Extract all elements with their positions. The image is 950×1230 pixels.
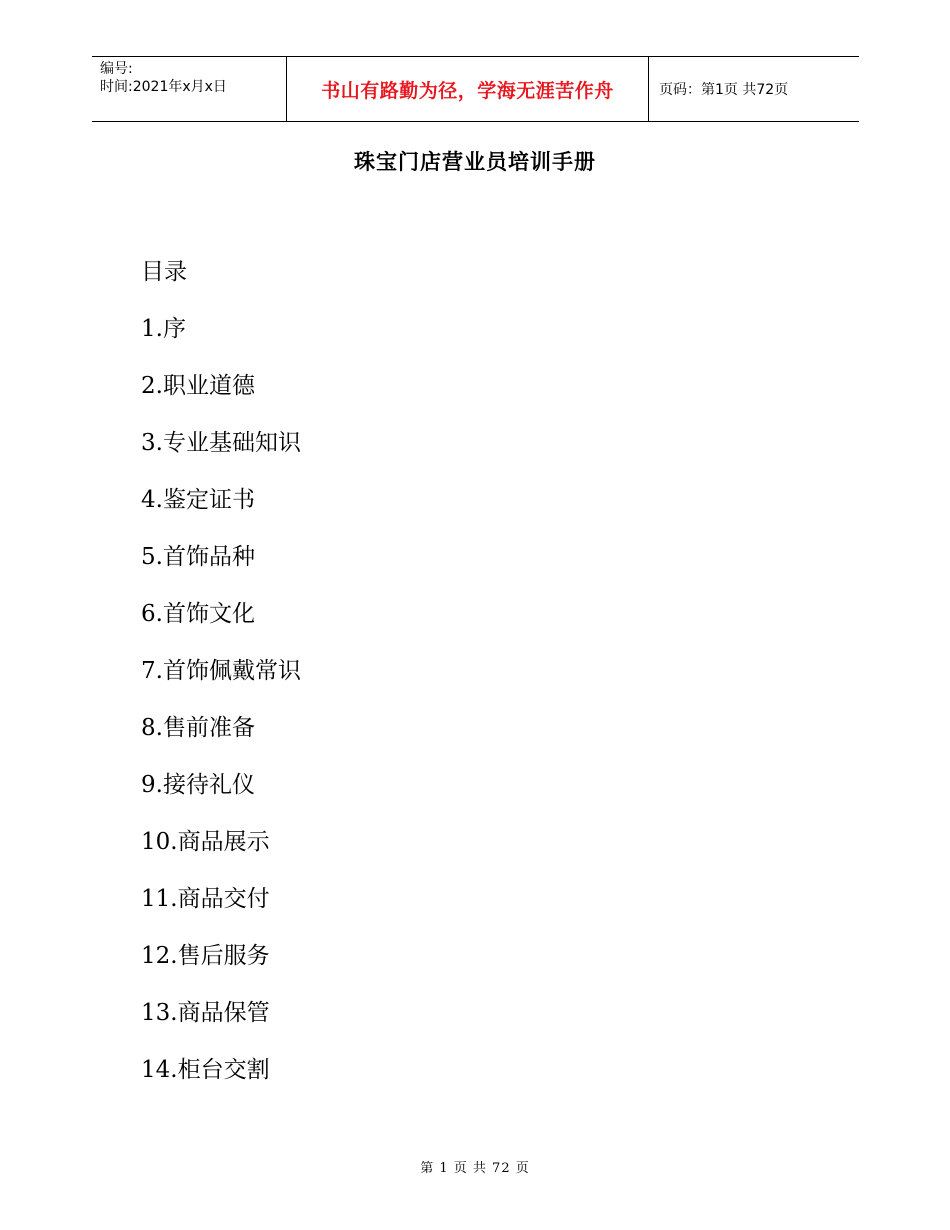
page-header [92, 56, 859, 122]
document-title: 珠宝门店营业员培训手册 [354, 150, 596, 174]
header-page-cell [649, 57, 859, 121]
toc-heading: 目录 [141, 259, 187, 285]
header-motto-cell [286, 57, 649, 121]
toc-item[interactable]: 10.商品展示 [141, 829, 270, 855]
toc-item[interactable]: 7.首饰佩戴常识 [141, 658, 301, 684]
toc-item[interactable]: 9.接待礼仪 [141, 772, 255, 798]
toc-item[interactable]: 11.商品交付 [141, 886, 270, 912]
document-time-label: 时间:2021年x月x日 [100, 79, 227, 95]
header-meta-cell [92, 57, 286, 121]
toc-item[interactable]: 5.首饰品种 [141, 544, 255, 570]
toc-item[interactable]: 4.鉴定证书 [141, 487, 255, 513]
toc-item[interactable]: 1.序 [141, 316, 186, 342]
toc-item[interactable]: 2.职业道德 [141, 373, 255, 399]
toc-item[interactable]: 8.售前准备 [141, 715, 255, 741]
toc-item[interactable]: 13.商品保管 [141, 1000, 270, 1026]
header-motto: 书山有路勤为径，学海无涯苦作舟 [321, 79, 614, 102]
table-of-contents [141, 301, 301, 1099]
toc-item[interactable]: 12.售后服务 [141, 943, 270, 969]
toc-item[interactable]: 6.首饰文化 [141, 601, 255, 627]
toc-item[interactable]: 14.柜台交割 [141, 1057, 270, 1083]
header-page-info: 页码：第1页 共72页 [659, 82, 789, 98]
toc-item[interactable]: 3.专业基础知识 [141, 430, 301, 456]
page-footer: 第 1 页 共 72 页 [420, 1161, 530, 1176]
document-number-label: 编号: [100, 61, 133, 77]
